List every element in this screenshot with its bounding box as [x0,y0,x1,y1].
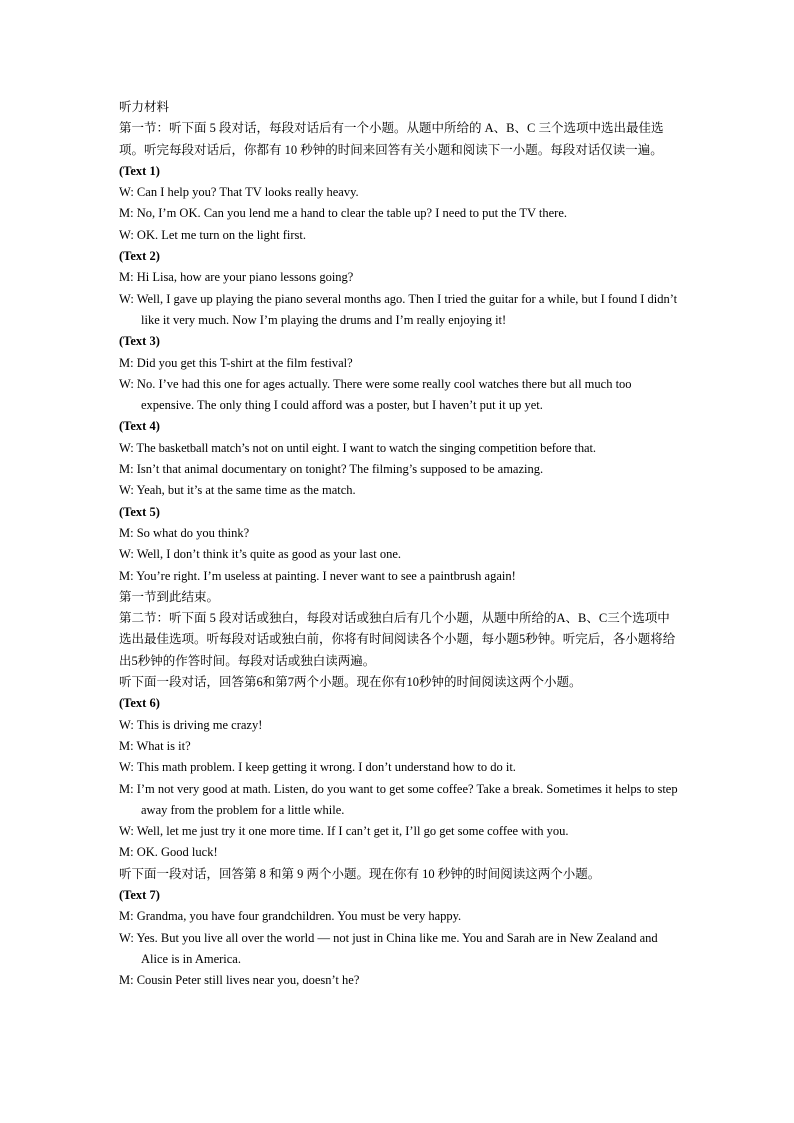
section2-instructions: 第二节：听下面 5 段对话或独白，每段对话或独白后有几个小题，从题中所给的A、B、C三个选项中选出最佳选项。听每段对话或独白前，你将有时间阅读各个小题，每小题5秒钟。听完后，各小题将给出5秒钟的作答时间。每段对话或独白读两遍。 [119,611,676,668]
dialogue-line: W: Yeah, but it’s at the same time as the match. [119,483,356,498]
dialogue-line: W: Can I help you? That TV looks really heavy. [119,185,359,200]
dialogue-line: M: Grandma, you have four grandchildren. You must be very happy. [119,909,462,924]
document-title: 听力材料 [119,100,170,114]
text5-heading: (Text 5) [119,504,160,519]
text1-heading: (Text 1) [119,163,160,178]
prompt-questions-6-7: 听下面一段对话，回答第6和第7两个小题。现在你有10秒钟的时间阅读这两个小题。 [119,675,582,690]
dialogue-line: W: Yes. But you live all over the world — not just in China like me. You and Sarah are in New Zealand and Alice is in America. [119,930,658,966]
dialogue-line: M: I’m not very good at math. Listen, do you want to get some coffee? Take a break. Sometimes it helps to step away from the problem for a little while. [119,781,678,817]
prompt-questions-8-9: 听下面一段对话，回答第 8 和第 9 两个小题。现在你有 10 秒钟的时间阅读这两个小题。 [119,866,601,881]
dialogue-line: M: Isn’t that animal documentary on tonight? The filming’s supposed to be amazing. [119,462,544,477]
text3-heading: (Text 3) [119,334,160,349]
dialogue-line: W: This is driving me crazy! [119,717,263,732]
dialogue-line: M: What is it? [119,738,191,753]
dialogue-line: M: No, I’m OK. Can you lend me a hand to clear the table up? I need to put the TV there. [119,206,568,221]
text4-heading: (Text 4) [119,419,160,434]
dialogue-line: W: Well, I don’t think it’s quite as good as your last one. [119,547,402,562]
dialogue-line: W: The basketball match’s not on until eight. I want to watch the singing competition before that. [119,440,596,455]
dialogue-line: W: Well, I gave up playing the piano several months ago. Then I tried the guitar for a while, but I found I didn’t like it very much. Now I’m playing the drums and I’m really enjoying it! [119,291,678,327]
text6-heading: (Text 6) [119,696,160,711]
dialogue-line: M: So what do you think? [119,525,250,540]
dialogue-line: M: Cousin Peter still lives near you, doesn’t he? [119,973,360,988]
dialogue-line: M: Did you get this T-shirt at the film festival? [119,355,353,370]
section1-end: 第一节到此结束。 [119,589,220,604]
dialogue-line: W: Well, let me just try it one more time. If I can’t get it, I’ll go get some coffee with you. [119,824,569,839]
text7-heading: (Text 7) [119,887,160,902]
dialogue-line: M: OK. Good luck! [119,845,218,860]
dialogue-line: M: You’re right. I’m useless at painting. I never want to see a paintbrush again! [119,568,516,583]
text2-heading: (Text 2) [119,249,160,264]
document-page [119,97,679,991]
section1-instructions: 第一节：听下面 5 段对话，每段对话后有一个小题。从题中所给的 A、B、C 三个选项中选出最佳选项。听完每段对话后，你都有 10 秒钟的时间来回答有关小题和阅读下一小题。每段对话仅读一遍。 [119,121,664,157]
dialogue-line: M: Hi Lisa, how are your piano lessons going? [119,270,354,285]
dialogue-line: W: No. I’ve had this one for ages actually. There were some really cool watches there but all much too expensive. The only thing I could afford was a poster, but I haven’t put it up yet. [119,376,632,413]
dialogue-line: W: This math problem. I keep getting it wrong. I don’t understand how to do it. [119,760,516,775]
dialogue-line: W: OK. Let me turn on the light first. [119,227,306,242]
